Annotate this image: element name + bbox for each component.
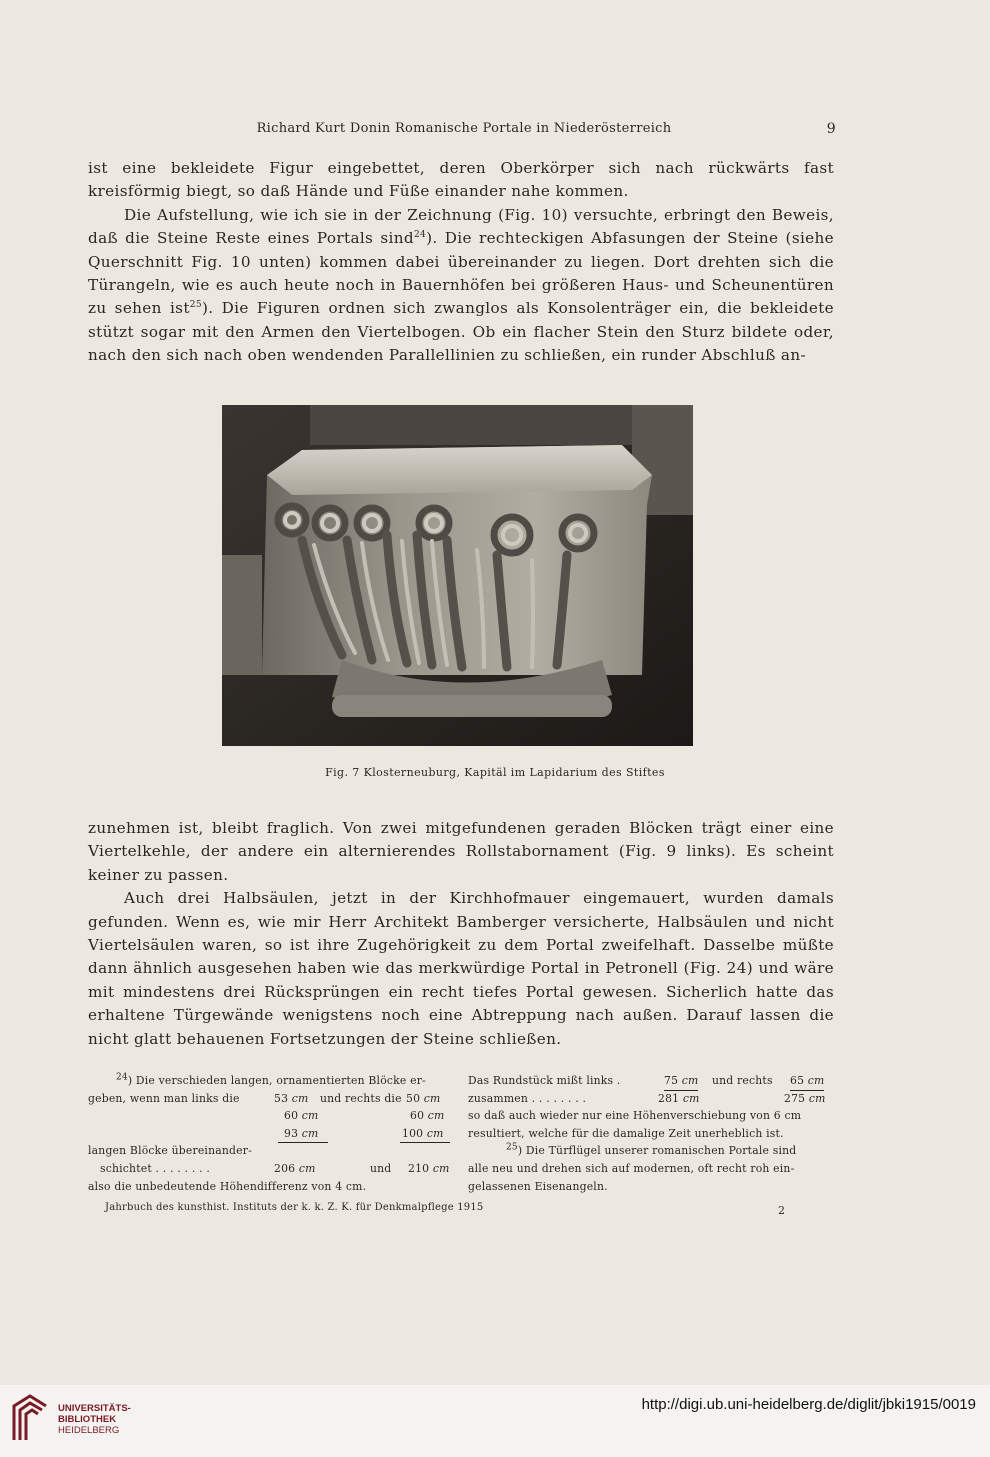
source-url-link[interactable]: http://digi.ub.uni-heidelberg.de/diglit/jbki1915/0019 — [641, 1396, 976, 1413]
paragraph-2: Die Aufstellung, wie ich sie in der Zeichnung (Fig. 10) versuchte, erbringt den Beweis, daß die Steine Reste eines Portals sind$^{24}$). Die rechteckigen Abfasungen der Steine (siehe Querschnitt Fig. 10 unten) kommen dabei übereinander zu liegen. Dort drehten sich die Türangeln, wie es auch heute noch in Bauernhöfen bei größeren Haus- und Scheunentüren zu sehen ist$^{25}$). Die Figuren ordnen sich zwanglos als Konsolenträger ein, die bekleidete stützt sogar mit den Armen den Viertelbogen. Ob ein flacher Stein den Sturz bildete oder, nach den sich nach oben wendenden Parallellinien zu schließen, ein runder Abschluß an- — [88, 205, 834, 365]
footnote-25: Das Rundstück mißt links . 75 cm und rechts 65 cm zusammen . . . . . . . . 281 cm 275 cm so daß auch wieder nur eine Höhenverschiebung von 6 cm resultiert, welche für die damalige Zeit unerheblich ist. $^{25}$) Die Türflügel unserer romanischen Portale sind alle neu und drehen sich auf modernen, oft recht roh ein- gelassenen Eisenangeln. — [468, 1074, 826, 1193]
footnote-ref-25[interactable]: 25 — [189, 300, 202, 311]
capital-photograph — [222, 405, 693, 746]
library-logo-icon — [10, 1392, 50, 1444]
page-number: 9 — [826, 121, 836, 137]
library-name: UNIVERSITÄTS- BIBLIOTHEK HEIDELBERG — [58, 1403, 131, 1436]
running-title: Richard Kurt Donin Romanische Portale in Niederösterreich — [256, 121, 672, 136]
paragraph-4: Auch drei Halbsäulen, jetzt in der Kirchhofmauer eingemauert, wurden damals gefunden. Wenn es, wie mir Herr Architekt Bamberger versicherte, Halbsäulen und nicht Viertelsäulen waren, so ist ihre Zugehörigkeit zu dem Portal zweifelhaft. Dasselbe müßte dann ähnlich ausgesehen haben wie das merkwürdige Portal in Petronell (Fig. 24) und wäre mit mindestens drei Rücksprüngen ein recht tiefes Portal gewesen. Sicherlich hatte das erhaltene Türgewände wenigstens noch eine Abtreppung nach außen. Darauf lassen die nicht glatt behauenen Fortsetzungen der Steine schließen. — [88, 889, 834, 1048]
paragraph-3: zunehmen ist, bleibt fraglich. Von zwei mitgefundenen geraden Blöcken trägt einer eine Viertelkehle, der andere ein alternierendes Rollstabornament (Fig. 9 links). Es scheint keiner zu passen. — [88, 819, 834, 884]
journal-line: Jahrbuch des kunsthist. Instituts der k. k. Z. K. für Denkmalpflege 1915 — [105, 1202, 484, 1213]
footnote-ref-24[interactable]: 24 — [413, 230, 427, 241]
body-text-bottom — [88, 817, 834, 1051]
figure-caption: Fig. 7 Klosterneuburg, Kapitäl im Lapidarium des Stiftes — [325, 766, 665, 779]
paragraph-1: ist eine bekleidete Figur eingebettet, deren Oberkörper sich nach rückwärts fast kreisförmig biegt, so daß Hände und Füße einander nahe kommen. — [88, 159, 834, 201]
footnote-24: $^{24}$) Die verschieden langen, ornamentierten Blöcke er- geben, wenn man links die 53 cm und rechts die 50 cm 60 cm 60 cm 93 cm 100 cm langen Blöcke übereinander- schichtet . . . . . . . . 206 cm und 210 cm also die unbedeutende Höhendifferenz von 4 cm. — [88, 1072, 450, 1193]
body-text-top — [88, 157, 834, 368]
sheet-number: 2 — [778, 1204, 785, 1217]
